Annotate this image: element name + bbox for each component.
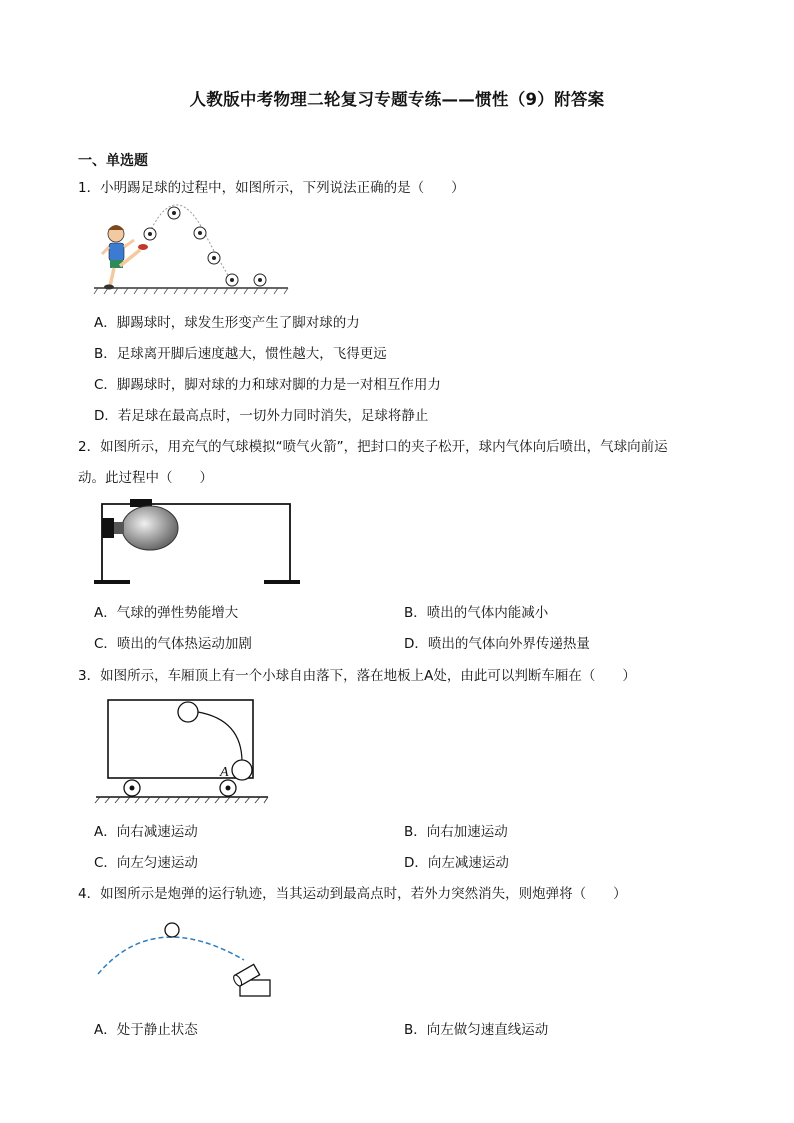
- question-3-option-b: B．向右加速运动: [404, 824, 508, 840]
- question-3-option-a: A．向右减速运动: [94, 824, 198, 840]
- question-4-figure: [92, 916, 282, 1004]
- question-2-stem-line2: 动。此过程中（ ）: [78, 470, 213, 486]
- question-3-stem: 3．如图所示，车厢顶上有一个小球自由落下，落在地板上A处，由此可以判断车厢在（ ）: [78, 668, 636, 684]
- question-1-option-c: C．脚踢球时，脚对球的力和球对脚的力是一对相互作用力: [94, 377, 441, 393]
- question-2-option-d: D．喷出的气体向外界传递热量: [404, 636, 590, 652]
- question-1-option-a: A．脚踢球时，球发生形变产生了脚对球的力: [94, 315, 360, 331]
- question-2-figure: [92, 496, 302, 588]
- point-a-label: A: [220, 765, 229, 780]
- question-4-stem: 4．如图所示是炮弹的运行轨迹，当其运动到最高点时，若外力突然消失，则炮弹将（ ）: [78, 886, 627, 902]
- question-2-stem-line1: 2．如图所示，用充气的气球模拟“喷气火箭”，把封口的夹子松开，球内气体向后喷出，气球向前运: [78, 439, 668, 455]
- page-title: 人教版中考物理二轮复习专题专练——惯性（9）附答案: [189, 90, 605, 109]
- question-2-option-c: C．喷出的气体热运动加剧: [94, 636, 252, 652]
- question-3-option-d: D．向左减速运动: [404, 855, 509, 871]
- question-4-option-a: A．处于静止状态: [94, 1022, 198, 1038]
- boy-kicking: [102, 225, 148, 290]
- question-4-option-b: B．向左做匀速直线运动: [404, 1022, 549, 1038]
- section-heading: 一、单选题: [78, 153, 148, 169]
- question-3-figure: [92, 696, 272, 804]
- question-2-option-a: A．气球的弹性势能增大: [94, 605, 239, 621]
- question-1-option-b: B．足球离开脚后速度越大，惯性越大，飞得更远: [94, 346, 387, 362]
- question-1-option-d: D．若足球在最高点时，一切外力同时消失，足球将静止: [94, 408, 429, 424]
- question-1-figure: [92, 200, 292, 296]
- soccer-balls: [144, 207, 266, 286]
- question-1-stem: 1．小明踢足球的过程中，如图所示，下列说法正确的是（ ）: [78, 180, 465, 196]
- question-3-option-c: C．向左匀速运动: [94, 855, 198, 871]
- question-2-option-b: B．喷出的气体内能减小: [404, 605, 549, 621]
